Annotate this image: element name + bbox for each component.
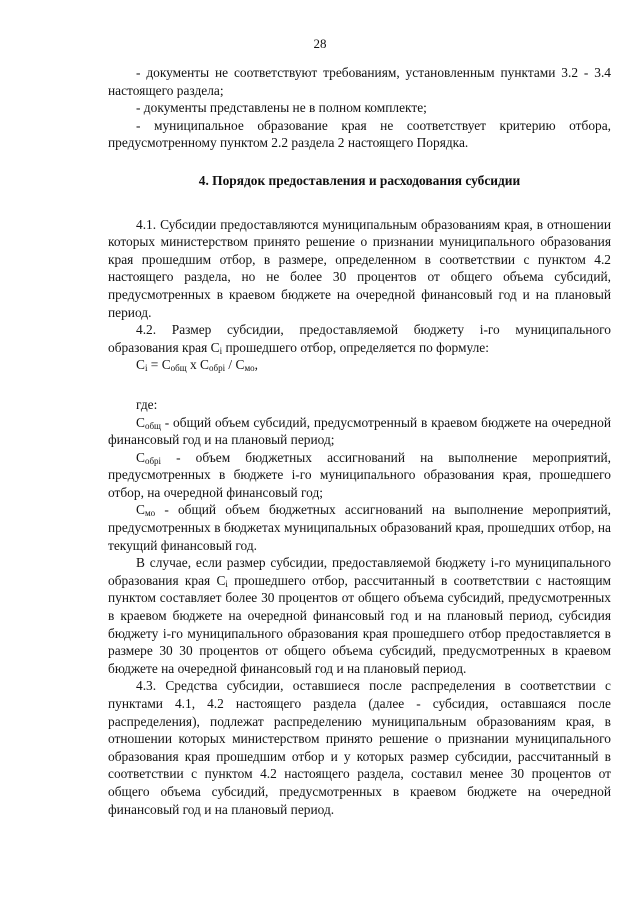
list-item: - муниципальное образование края не соответствует критерию отбора, предусмотренному пунктом 2.2 раздела 2 настоящего Порядка.: [108, 117, 611, 151]
formula-sub-i: i: [144, 363, 148, 374]
paragraph-4-1: 4.1. Субсидии предоставляются муниципальным образованиям края, в отношении которых министерством принято решение о признании муниципального образования края прошедшим отбор, в размере, определенном в соответствии с пунктом 4.2 настоящего раздела, но не более 30 процентов от общего объема субсидий, предусмотренных в краевом бюджете на очередной финансовый год и на плановый период.: [108, 216, 611, 320]
formula-eq: = C: [147, 357, 171, 373]
subscript: i: [225, 578, 228, 589]
paragraph-4-2-text: 4.2. Размер субсидии, предоставляемой бюджету i-го муниципального образования края C: [108, 322, 611, 355]
definition-item: [108, 449, 611, 502]
paragraph-case-text: В случае, если размер субсидии, предоставляемой бюджету i-го муниципального образования края C: [108, 555, 611, 588]
document-body: [108, 64, 611, 818]
paragraph-4-2-tail: прошедшего отбор, определяется по формуле:: [222, 339, 489, 355]
formula-sub-mo: мо: [244, 363, 255, 374]
definition-item: [108, 414, 611, 449]
definition-sub: мо: [144, 508, 156, 519]
definition-text: - общий объем субсидий, предусмотренный в краевом бюджете на очередной финансовый год и на плановый период;: [108, 414, 611, 448]
definition-sub: обрi: [144, 455, 162, 466]
where-label: где:: [136, 396, 158, 412]
formula-slash: / C: [225, 357, 245, 373]
definition-sub: общ: [144, 420, 161, 431]
page-number: 28: [313, 36, 327, 51]
definition-symbol: C: [136, 414, 145, 430]
formula-sub-obsh: общ: [170, 363, 187, 374]
formula-end: ,: [254, 357, 258, 373]
paragraph-case-tail: прошедшего отбор, рассчитанный в соответствии с настоящим пунктом составляет более 30 процентов от общего объема субсидий, предусмотренных в краевом бюджете на очередной финансовый год и на плановый период, субсидия бюджету i-го муниципального образования края прошедшего отбор предоставляется в размере 30 30 процентов от общего объема субсидий, предусмотренных в краевом бюджете на очередной финансовый год и на плановый период.: [108, 572, 611, 676]
definition-symbol: C: [136, 449, 145, 465]
definition-text: - общий объем бюджетных ассигнований на выполнение мероприятий, предусмотренных в бюджетах муниципальных образований края, прошедших отбор, на текущий финансовый год.: [108, 502, 611, 553]
formula: [108, 356, 611, 374]
list-item: - документы не соответствуют требованиям, установленным пунктами 3.2 - 3.4 настоящего раздела;: [108, 65, 611, 98]
list-item: - документы представлены не в полном комплекте;: [136, 100, 427, 116]
section-heading: 4. Порядок предоставления и расходования субсидии: [198, 172, 521, 188]
paragraph-4-3: 4.3. Средства субсидии, оставшиеся после распределения в соответствии с пунктами 4.1, 4.2 настоящего раздела (далее - субсидия, оставшаяся после распределения), подлежат распределению муниципальным образованиям края, в отношении которых министерством принято решение о признании муниципального образования края прошедшим отбор и у которых размер субсидии, рассчитанный в соответствии с пунктом 4.2 настоящего раздела, составил менее 30 процентов от общего объема субсидий, предусмотренных в краевом бюджете на очередной финансовый год и на плановый период.: [108, 678, 611, 817]
formula-x: x C: [186, 357, 209, 373]
definition-text: - объем бюджетных ассигнований на выполнение мероприятий, предусмотренных в бюджете i-го муниципального образования края, прошедшего отбор, на очередной финансовый год;: [108, 449, 611, 500]
definition-item: [108, 501, 611, 554]
paragraph-4-2: [108, 321, 611, 356]
subscript: i: [219, 345, 223, 356]
definition-symbol: C: [136, 502, 145, 518]
formula-sub-obri: обрi: [208, 363, 226, 374]
paragraph-case: [108, 554, 611, 677]
formula-c: C: [136, 357, 145, 373]
